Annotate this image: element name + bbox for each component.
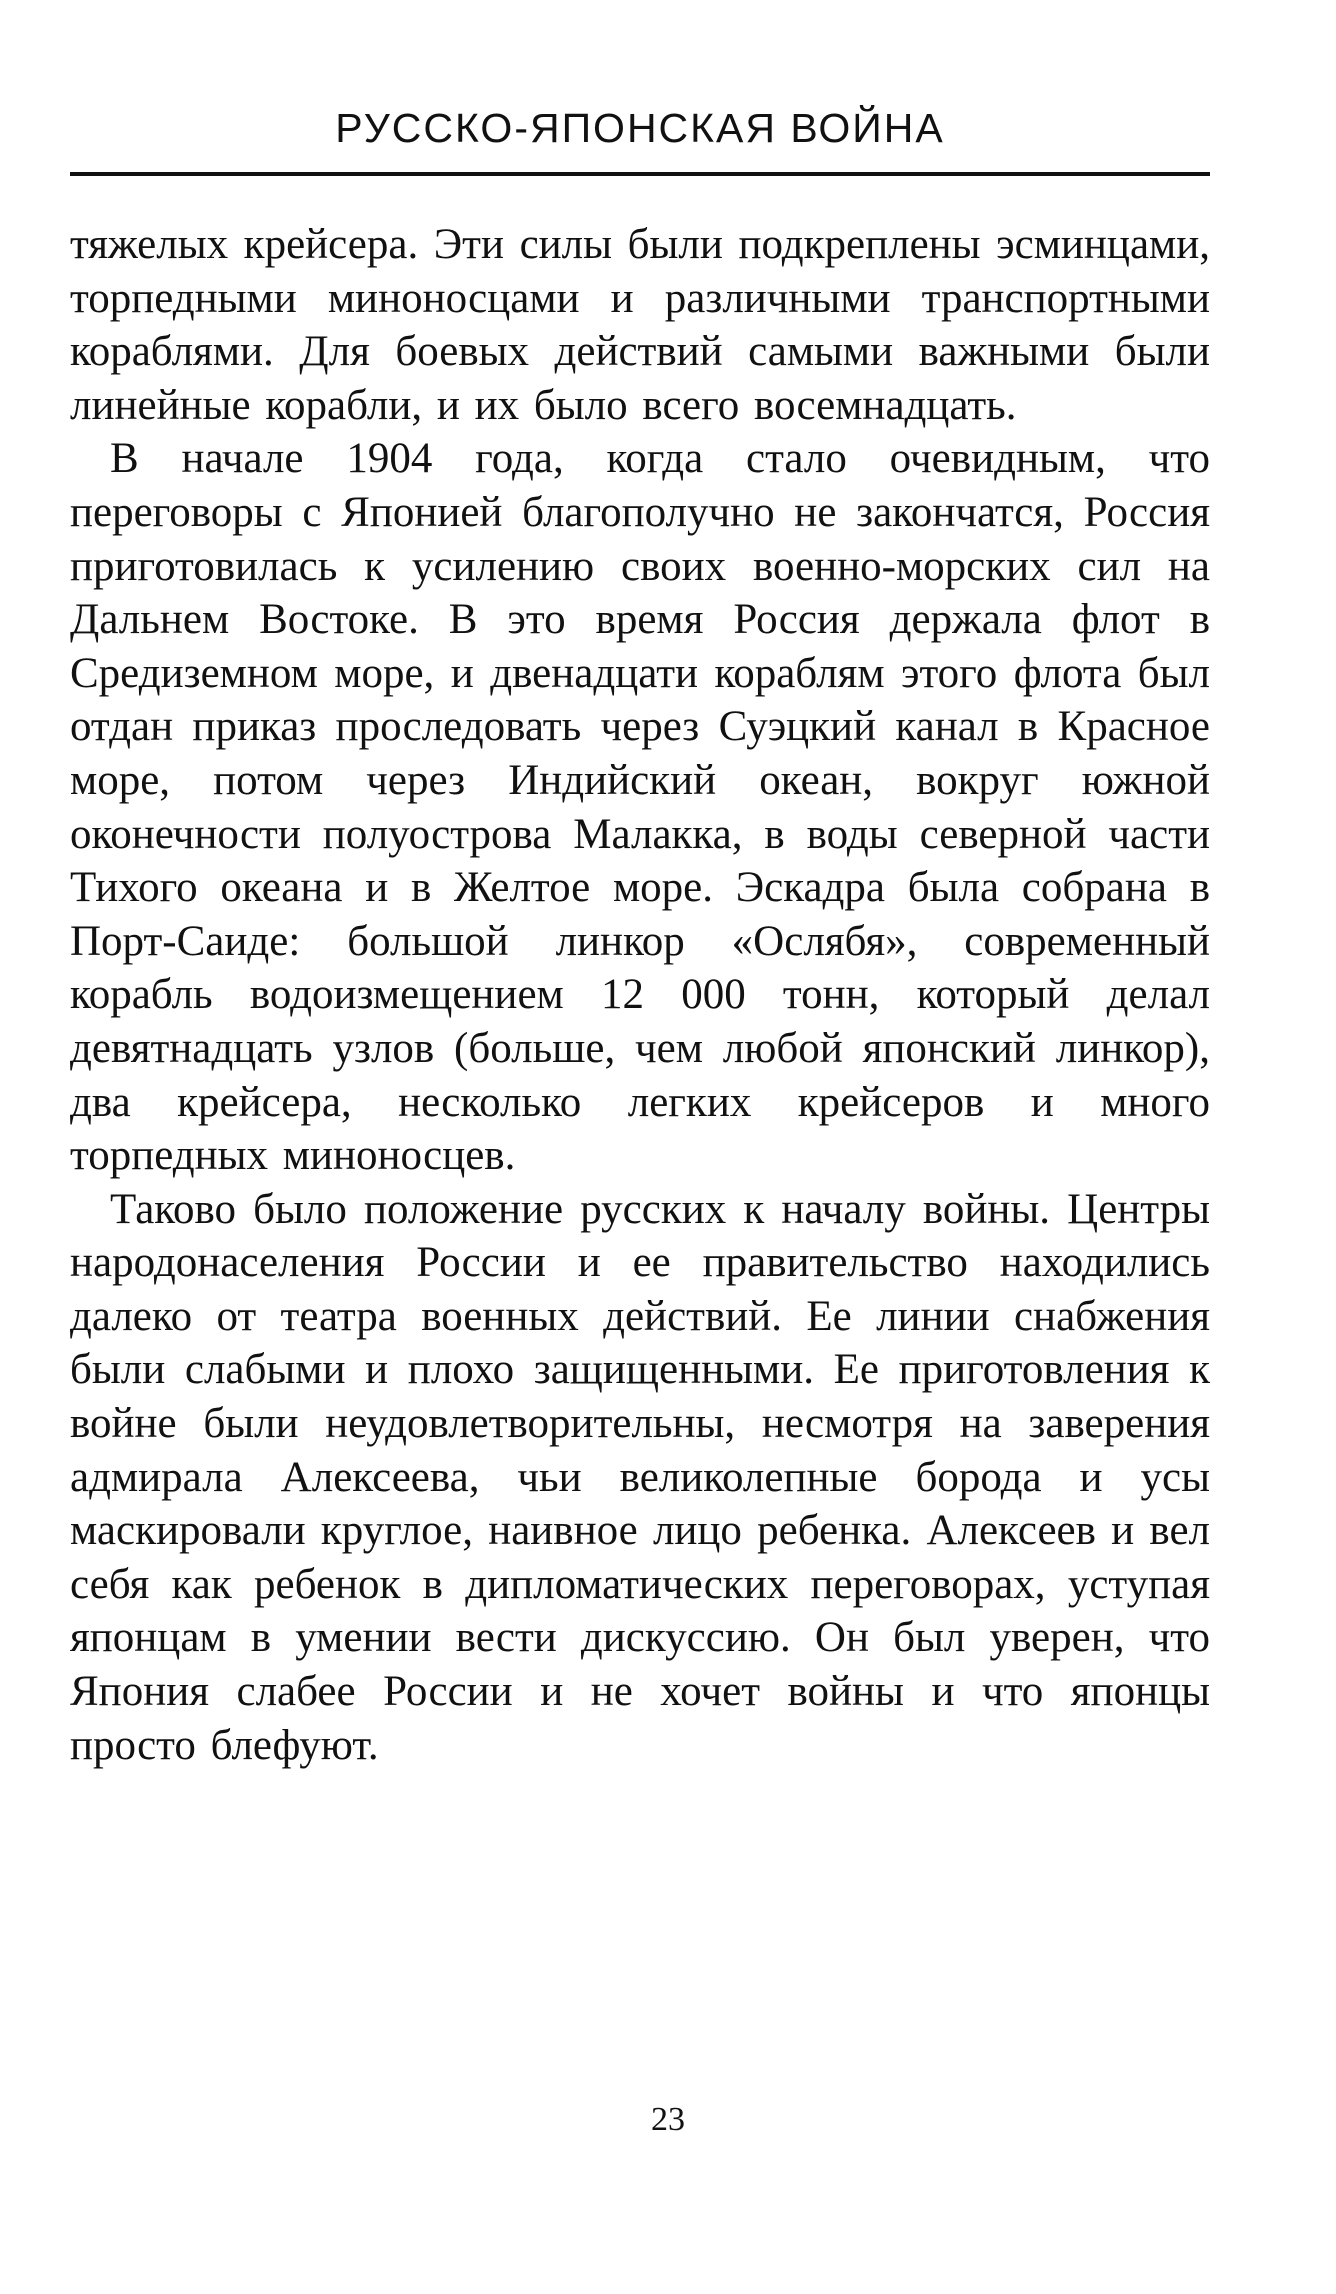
page-number: 23 — [651, 2101, 685, 2138]
header-rule — [70, 172, 1210, 176]
paragraph: В начале 1904 года, когда стало очевидным, что переговоры с Японией благополучно не закончатся, Россия приготовилась к усилению своих военно-морских сил на Дальнем Востоке. В это время Россия держала флот в Средиземном море, и двенадцати кораблям этого флота был отдан приказ проследовать через Суэцкий канал в Красное море, потом через Индийский океан, вокруг южной оконечности полуострова Малакка, в воды северной части Тихого океана и в Желтое море. Эскадра была собрана в Порт-Саиде: большой линкор «Ослябя», современный корабль водоизмещением 12 000 тонн, который делал девятнадцать узлов (больше, чем любой японский линкор), два крейсера, несколько легких крейсеров и много торпедных миноносцев. — [70, 435, 1210, 1180]
running-head: РУССКО-ЯПОНСКАЯ ВОЙНА — [335, 105, 945, 151]
paragraph-continued: тяжелых крейсера. Эти силы были подкреплены эсминцами, торпедными миноносцами и различными транспортными кораблями. Для боевых действий самыми важными были линейные корабли, и их было всего восемнадцать. — [70, 221, 1210, 429]
body-text — [70, 218, 1210, 1772]
paragraph: Таково было положение русских к началу войны. Центры народонаселения России и ее правительство находились далеко от театра военных действий. Ее линии снабжения были слабыми и плохо защищенными. Ее приготовления к войне были неудовлетворительны, несмотря на заверения адмирала Алексеева, чьи великолепные борода и усы маскировали круглое, наивное лицо ребенка. Алексеев и вел себя как ребенок в дипломатических переговорах, уступая японцам в умении вести дискуссию. Он был уверен, что Япония слабее России и не хочет войны и что японцы просто блефуют. — [70, 1185, 1210, 1769]
